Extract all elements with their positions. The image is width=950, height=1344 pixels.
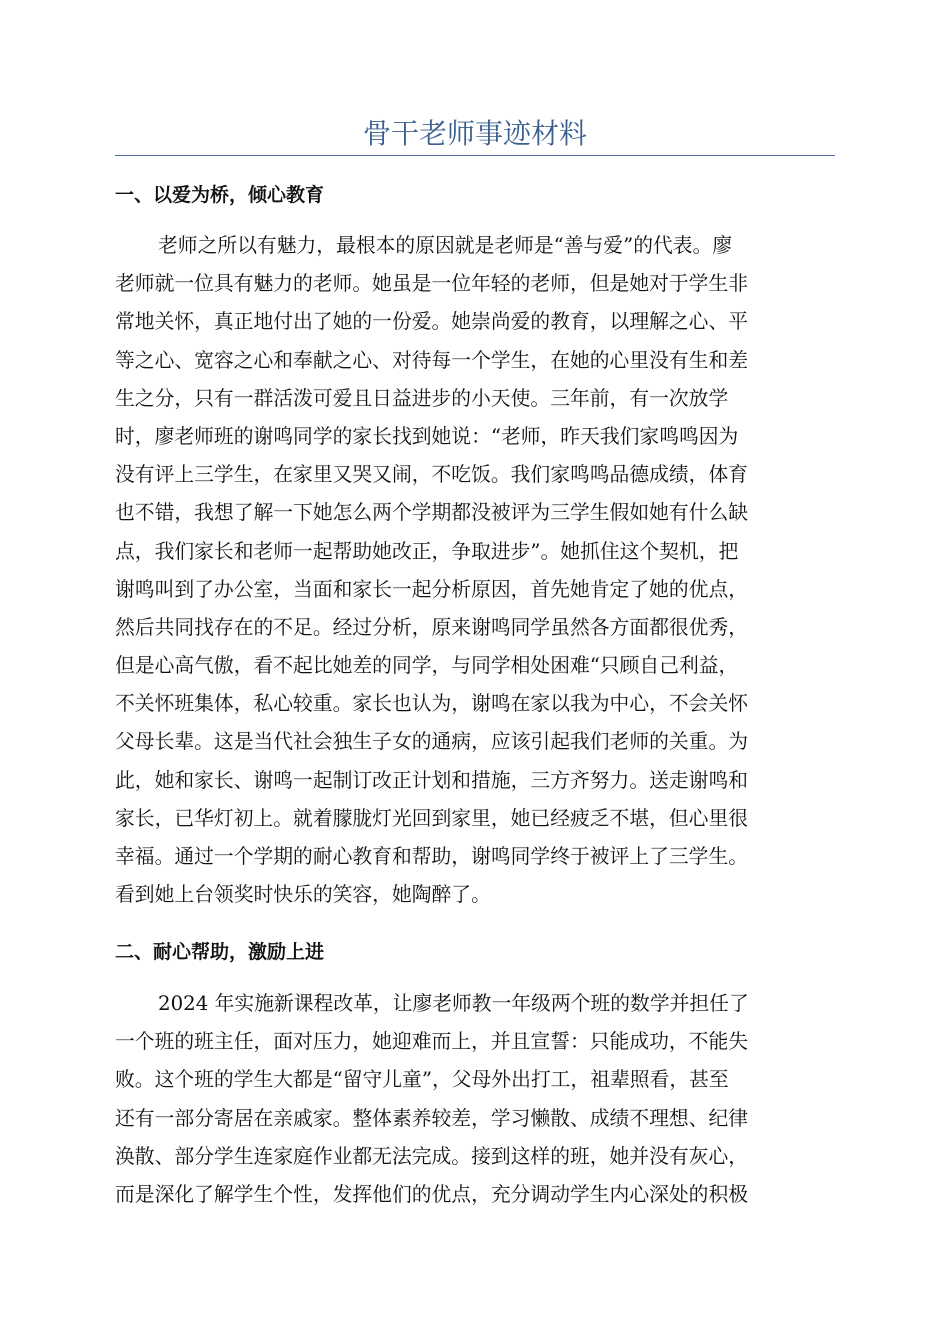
paragraph-line: 谢鸣叫到了办公室，当面和家长一起分析原因，首先她肯定了她的优点， bbox=[115, 577, 749, 601]
paragraph-line: 不关怀班集体，私心较重。家长也认为，谢鸣在家以我为中心，不会关怀 bbox=[115, 692, 749, 716]
paragraph-line: 点，我们家长和老师一起帮助她改正，争取进步”。她抓住这个契机，把 bbox=[115, 539, 739, 563]
paragraph-line: 但是心高气傲，看不起比她差的同学，与同学相处困难“只顾自己利益， bbox=[115, 654, 739, 678]
paragraph-line: 涣散、部分学生连家庭作业都无法完成。接到这样的班，她并没有灰心， bbox=[115, 1144, 749, 1168]
paragraph-line: 老师就一位具有魅力的老师。她虽是一位年轻的老师，但是她对于学生非 bbox=[115, 272, 749, 296]
paragraph-line: 家长，已华灯初上。就着朦胧灯光回到家里，她已经疲乏不堪，但心里很 bbox=[115, 806, 749, 830]
paragraph-line: 老师之所以有魅力，最根本的原因就是老师是“善与爱”的代表。廖 bbox=[158, 234, 733, 257]
paragraph-line: 一个班的班主任，面对压力，她迎难而上，并且宣誓：只能成功，不能失 bbox=[115, 1030, 749, 1054]
paragraph-line: 2024 年实施新课程改革，让廖老师教一年级两个班的数学并担任了 bbox=[158, 992, 749, 1015]
paragraph-line: 幸福。通过一个学期的耐心教育和帮助，谢鸣同学终于被评上了三学生。 bbox=[115, 845, 749, 868]
paragraph-line: 常地关怀，真正地付出了她的一份爱。她崇尚爱的教育，以理解之心、平 bbox=[115, 310, 749, 334]
paragraph-line: 没有评上三学生，在家里又哭又闹，不吃饭。我们家鸣鸣品德成绩，体育 bbox=[115, 463, 749, 487]
section-heading-2: 二、耐心帮助，激励上进 bbox=[115, 941, 325, 963]
paragraph-line: 还有一部分寄居在亲戚家。整体素养较差，学习懒散、成绩不理想、纪律 bbox=[115, 1106, 749, 1130]
paragraph-line: 看到她上台领奖时快乐的笑容，她陶醉了。 bbox=[115, 883, 491, 907]
paragraph-line: 而是深化了解学生个性，发挥他们的优点，充分调动学生内心深处的积极 bbox=[115, 1182, 749, 1206]
paragraph-line: 等之心、宽容之心和奉献之心、对待每一个学生，在她的心里没有生和差 bbox=[115, 348, 749, 372]
paragraph-line: 时，廖老师班的谢鸣同学的家长找到她说：“老师，昨天我们家鸣鸣因为 bbox=[115, 424, 739, 448]
paragraph-line: 生之分，只有一群活泼可爱且日益进步的小天使。三年前，有一次放学 bbox=[115, 386, 729, 410]
section-2-paragraph bbox=[115, 985, 835, 1214]
section-heading-1: 一、以爱为桥，倾心教育 bbox=[115, 184, 325, 206]
paragraph-line: 败。这个班的学生大都是“留守儿童”，父母外出打工，祖辈照看，甚至 bbox=[115, 1068, 729, 1092]
paragraph-line: 然后共同找存在的不足。经过分析，原来谢鸣同学虽然各方面都很优秀， bbox=[115, 615, 749, 639]
paragraph-line: 也不错，我想了解一下她怎么两个学期都没被评为三学生假如她有什么缺 bbox=[115, 501, 749, 525]
section-1-paragraph bbox=[115, 227, 835, 914]
document-title: 骨干老师事迹材料 bbox=[362, 117, 587, 150]
title-underline bbox=[115, 155, 835, 156]
paragraph-line: 父母长辈。这是当代社会独生子女的通病，应该引起我们老师的关重。为 bbox=[115, 730, 749, 754]
paragraph-line: 此，她和家长、谢鸣一起制订改正计划和措施，三方齐努力。送走谢鸣和 bbox=[115, 768, 749, 792]
